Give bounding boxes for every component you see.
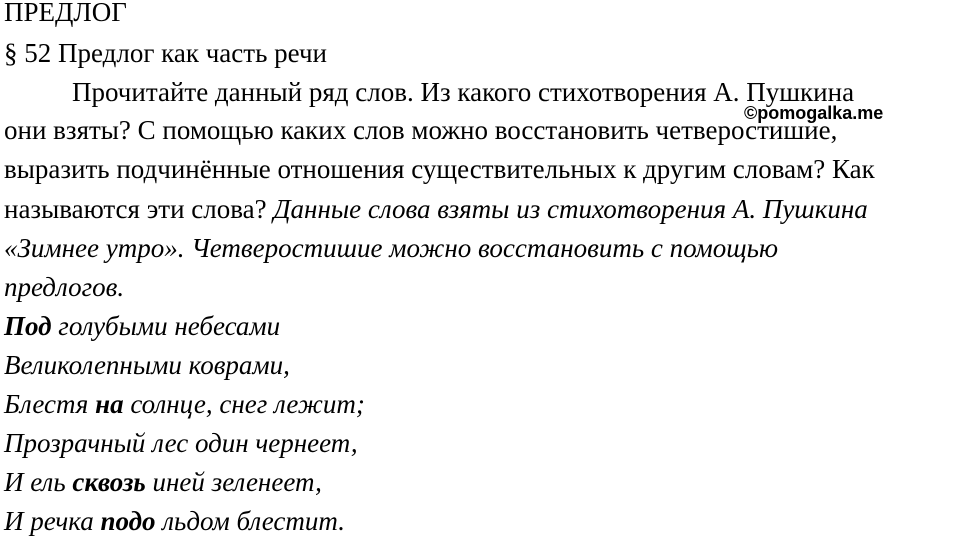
answer-text: Данные слова взяты из стихотворения А. Пушкина bbox=[273, 194, 868, 224]
preposition: сквозь bbox=[72, 467, 146, 497]
watermark: ©pomogalka.me bbox=[744, 103, 884, 123]
poem-text-before: Великолепными коврами, bbox=[4, 350, 290, 380]
poem-line-2 bbox=[4, 346, 290, 384]
poem-text-before: Прозрачный лес один чернеет, bbox=[4, 428, 358, 458]
question-text: называются эти слова? bbox=[4, 194, 274, 224]
question-line-3: выразить подчинённые отношения существительных к другим словам? Как bbox=[4, 154, 875, 184]
poem-text-after: голубыми небесами bbox=[51, 311, 281, 341]
answer-line-5: «Зимнее утро». Четверостишие можно восстановить с помощью bbox=[4, 233, 778, 263]
preposition: подо bbox=[100, 506, 156, 536]
poem-text-before: Блестя bbox=[4, 389, 96, 419]
poem-line-5 bbox=[4, 463, 322, 501]
question-line-1: Прочитайте данный ряд слов. Из какого стихотворения А. Пушкина bbox=[72, 77, 855, 107]
paragraph-title: § 52 Предлог как часть речи bbox=[4, 38, 327, 68]
poem-line-6 bbox=[4, 502, 345, 540]
poem-line-3 bbox=[4, 385, 365, 423]
question-line-4 bbox=[4, 190, 868, 228]
poem-line-1 bbox=[4, 307, 280, 345]
question-line-2: они взяты? С помощью каких слов можно восстановить четверостишие, bbox=[4, 115, 838, 145]
poem-text-after: солнце, снег лежит; bbox=[123, 389, 365, 419]
poem-text-before: И ель bbox=[4, 467, 73, 497]
preposition: на bbox=[95, 389, 124, 419]
poem-line-4 bbox=[4, 424, 358, 462]
section-title: ПРЕДЛОГ bbox=[4, 0, 127, 27]
poem-text-after: иней зеленеет, bbox=[145, 467, 322, 497]
answer-line-6: предлогов. bbox=[4, 272, 125, 302]
poem-text-before: И речка bbox=[4, 506, 101, 536]
poem-text-after: льдом блестит. bbox=[155, 506, 345, 536]
preposition: Под bbox=[4, 311, 52, 341]
